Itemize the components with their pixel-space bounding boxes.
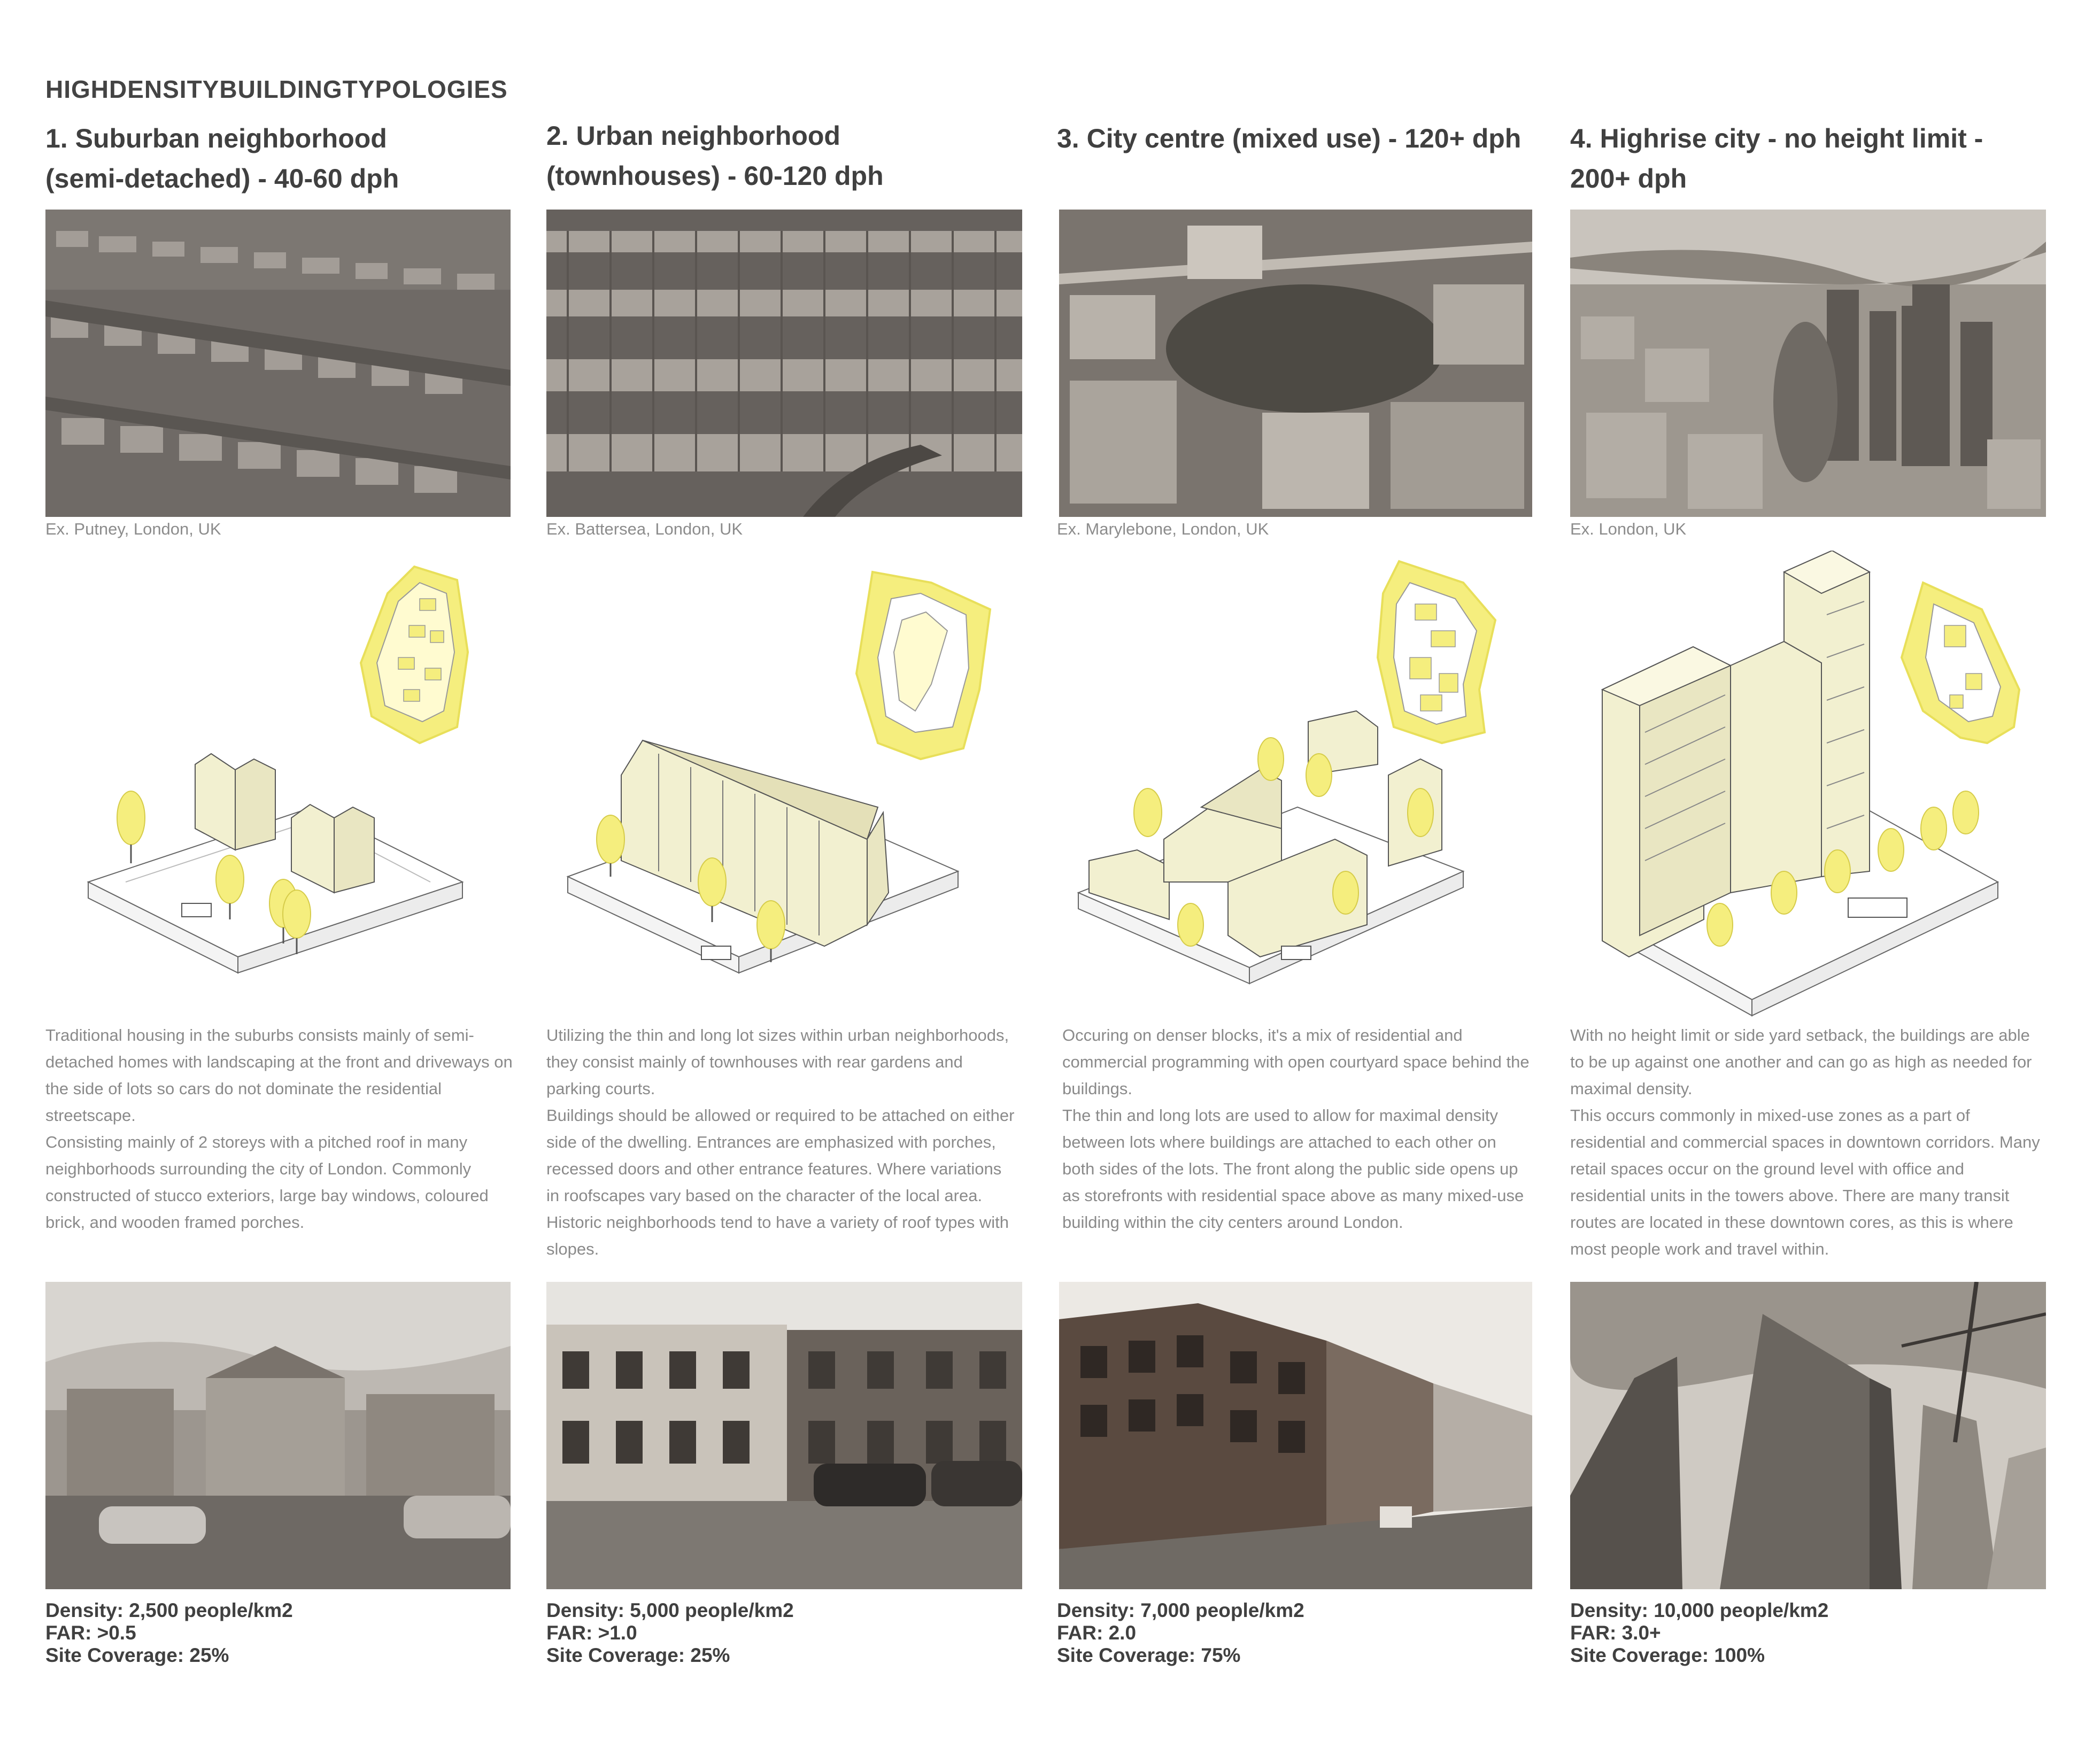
photo-caption: Ex. Battersea, London, UK xyxy=(546,520,743,538)
coverage-stat: Site Coverage: 25% xyxy=(546,1644,730,1666)
photo-caption: Ex. Putney, London, UK xyxy=(45,520,221,538)
street-photo xyxy=(45,1282,511,1589)
density-stat: Density: 2,500 people/km2 xyxy=(45,1599,293,1621)
photo-caption: Ex. Marylebone, London, UK xyxy=(1057,520,1269,538)
typology-title: 4. Highrise city - no height limit - 200+ dph xyxy=(1570,123,1983,194)
typology-description: With no height limit or side yard setback, the buildings are able to be up against one another and can go as high as needed for maximal density. This occurs commonly in mixed-use zones as a part of residential and commercial spaces in downtown corridors. Many retail spaces occur on the ground level with office and residential units in the towers above. There are many transit routes are located in these downtown cores, as this is where most people work and travel within. xyxy=(1570,1026,2040,1258)
typology-description: Utilizing the thin and long lot sizes within urban neighborhoods, they consist mainly of townhouses with rear gardens and parking courts. Buildings should be allowed or required to be attached on either side of the dwelling. Entrances are emphasized with porches, recessed doors and other entrance features. Where variations in roofscapes vary based on the character of the local area. Historic neighborhoods tend to have a variety of roof types with slopes. xyxy=(546,1026,1015,1258)
typology-title: 3. City centre (mixed use) - 120+ dph xyxy=(1057,123,1522,153)
axonometric-diagram xyxy=(1570,551,2041,1021)
typology-description: Occuring on denser blocks, it's a mix of residential and commercial programming with open courtyard space behind the buildings. The thin and long lots are used to allow for maximal density between lots where buildings are attached to each other on both sides of the lots. The front along the public side opens up as storefronts with residential space above as many mixed-use building within the city centers around London. xyxy=(1062,1026,1530,1232)
axonometric-diagram xyxy=(45,551,516,1021)
aerial-photo xyxy=(1570,210,2046,517)
typology-column-suburban xyxy=(45,0,516,1764)
typology-stats xyxy=(45,1599,293,1667)
typology-column-highrise xyxy=(1570,0,2041,1764)
typology-stats xyxy=(1570,1599,1828,1667)
far-stat: FAR: 2.0 xyxy=(1057,1622,1137,1644)
density-stat: Density: 10,000 people/km2 xyxy=(1570,1599,1829,1621)
typology-stats xyxy=(1057,1599,1304,1667)
coverage-stat: Site Coverage: 25% xyxy=(45,1644,229,1666)
aerial-photo xyxy=(546,210,1022,517)
far-stat: FAR: >1.0 xyxy=(546,1622,637,1644)
typology-description: Traditional housing in the suburbs consists mainly of semi-detached homes with landscaping at the front and driveways on the side of lots so cars do not dominate the residential streetscape. Consisting mainly of 2 storeys with a pitched roof in many neighborhoods surrounding the city of London. Commonly constructed of stucco exteriors, large bay windows, coloured brick, and wooden framed porches. xyxy=(45,1026,513,1232)
density-stat: Density: 7,000 people/km2 xyxy=(1057,1599,1304,1621)
axonometric-diagram xyxy=(546,551,1017,1021)
typology-stats xyxy=(546,1599,794,1667)
street-photo xyxy=(1059,1282,1532,1589)
street-photo xyxy=(546,1282,1022,1589)
density-stat: Density: 5,000 people/km2 xyxy=(546,1599,794,1621)
coverage-stat: Site Coverage: 100% xyxy=(1570,1644,1765,1666)
typology-column-city-centre xyxy=(1057,0,1530,1764)
street-photo xyxy=(1570,1282,2046,1589)
photo-caption: Ex. London, UK xyxy=(1570,520,1687,538)
typology-title: 1. Suburban neighborhood (semi-detached) - 40-60 dph xyxy=(45,123,399,194)
far-stat: FAR: 3.0+ xyxy=(1570,1622,1661,1644)
coverage-stat: Site Coverage: 75% xyxy=(1057,1644,1241,1666)
typology-column-urban xyxy=(546,0,1017,1764)
aerial-photo xyxy=(1059,210,1532,517)
typology-title: 2. Urban neighborhood (townhouses) - 60-120 dph xyxy=(546,121,884,191)
aerial-photo xyxy=(45,210,511,517)
far-stat: FAR: >0.5 xyxy=(45,1622,136,1644)
page-title: HIGHDENSITYBUILDINGTYPOLOGIES xyxy=(45,75,508,103)
axonometric-diagram xyxy=(1057,551,1527,1021)
